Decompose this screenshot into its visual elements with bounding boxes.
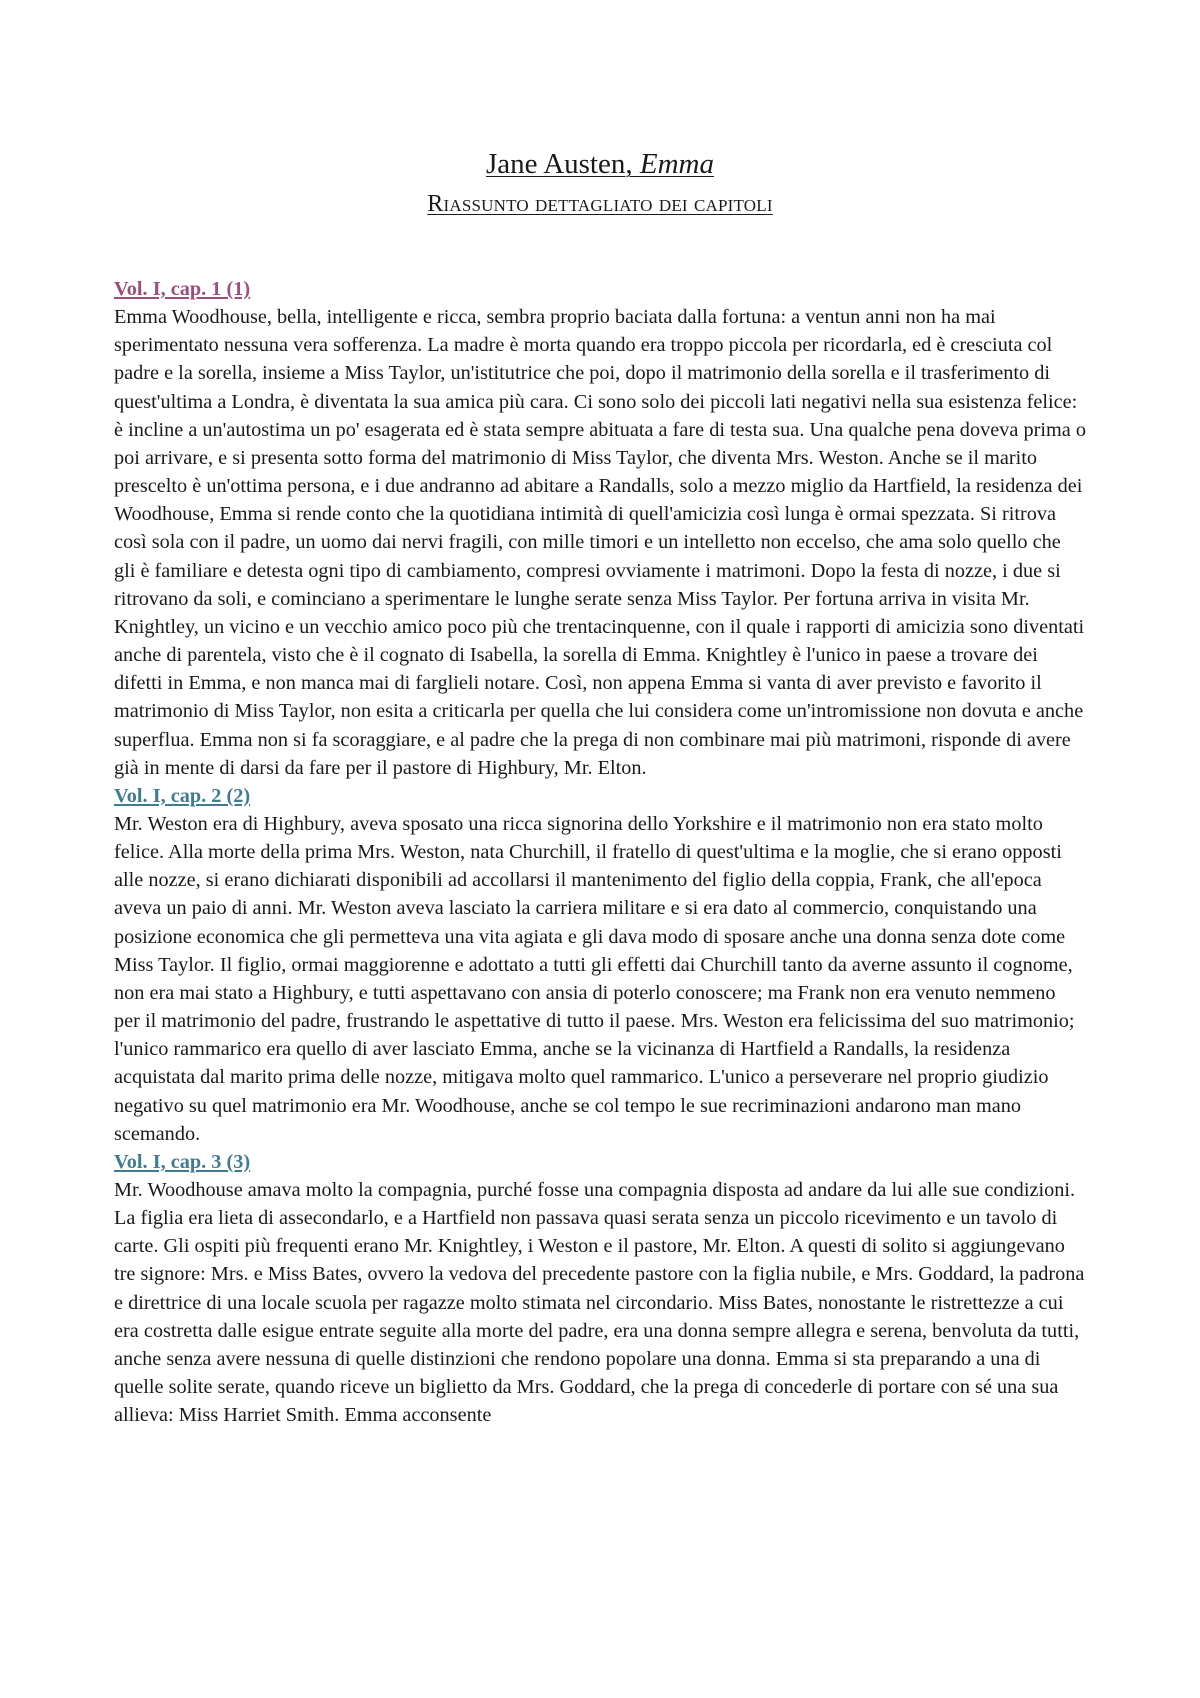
document-title	[0, 146, 1200, 182]
chapter-summary-text: Emma Woodhouse, bella, intelligente e ricca, sembra proprio baciata dalla fortuna: a ventun anni non ha mai sperimentato nessuna vera sofferenza. La madre è morta quando era troppo piccola per ricordarla, ed è cresciuta col padre e la sorella, insieme a Miss Taylor, un'istitutrice che poi, dopo il matrimonio della sorella e il trasferimento di quest'ultima a Londra, è diventata la sua amica più cara. Ci sono solo dei piccoli lati negativi nella sua esistenza felice: è incline a un'autostima un po' esagerata ed è stata sempre abituata a fare di testa sua. Una qualche pena doveva prima o poi arrivare, e si presenta sotto forma del matrimonio di Miss Taylor, che diventa Mrs. Weston. Anche se il marito prescelto è un'ottima persona, e i due andranno ad abitare a Randalls, solo a mezzo miglio da Hartfield, la residenza dei Woodhouse, Emma si rende conto che la quotidiana intimità di quell'amicizia così lunga è ormai spezzata. Si ritrova così sola con il padre, un uomo dai nervi fragili, con mille timori e un intelletto non eccelso, che ama solo quello che gli è familiare e detesta ogni tipo di cambiamento, compresi ovviamente i matrimoni. Dopo la festa di nozze, i due si ritrovano da soli, e cominciano a sperimentare le lunghe serate senza Miss Taylor. Per fortuna arriva in visita Mr. Knightley, un vicino e un vecchio amico poco più che trentacinquenne, con il quale i rapporti di amicizia sono diventati anche di parentela, visto che è il cognato di Isabella, la sorella di Emma. Knightley è l'unico in paese a trovare dei difetti in Emma, e non manca mai di farglieli notare. Così, non appena Emma si vanta di aver previsto e favorito il matrimonio di Miss Taylor, non esita a criticarla per quella che lui considera come un'intromissione non dovuta e anche superflua. Emma non si fa scoraggiare, e al padre che la prega di non combinare mai più matrimoni, risponde di avere già in mente di darsi da fare per il pastore di Highbury, Mr. Elton.	[114, 306, 1086, 779]
chapter-section-2	[114, 782, 1086, 1148]
title-work: Emma	[639, 148, 714, 180]
title-author: Jane Austen,	[486, 148, 640, 180]
chapter-heading-link[interactable]: Vol. I, cap. 3 (3)	[114, 1150, 251, 1173]
chapter-heading-link[interactable]: Vol. I, cap. 1 (1)	[114, 278, 251, 300]
chapter-section-1	[114, 275, 1086, 782]
document-subtitle: Riassunto dettagliato dei capitoli	[427, 191, 773, 217]
chapter-heading-link[interactable]: Vol. I, cap. 2 (2)	[114, 784, 251, 807]
document-body	[114, 275, 1086, 1429]
chapter-summary-text: Mr. Woodhouse amava molto la compagnia, purché fosse una compagnia disposta ad andare da lui alle sue condizioni. La figlia era lieta di assecondarlo, e a Hartfield non passava quasi serata senza un piccolo ricevimento e un tavolo di carte. Gli ospiti più frequenti erano Mr. Knightley, i Weston e il pastore, Mr. Elton. A questi di solito si aggiungevano tre signore: Mrs. e Miss Bates, ovvero la vedova del precedente pastore con la figlia nubile, e Mrs. Goddard, la padrona e direttrice di una locale scuola per ragazze molto stimata nel circondario. Miss Bates, nonostante le ristrettezze a cui era costretta dalle esigue entrate seguite alla morte del padre, era una donna sempre allegra e serena, benvoluta da tutti, anche senza avere nessuna di quelle distinzioni che rendono popolare una donna. Emma si sta preparando a una di quelle solite serate, quando riceve un biglietto da Mrs. Goddard, che la prega di concederle di portare con sé una sua allieva: Miss Harriet Smith. Emma acconsente	[114, 1179, 1085, 1427]
chapter-section-3	[114, 1148, 1086, 1430]
chapter-summary-text: Mr. Weston era di Highbury, aveva sposato una ricca signorina dello Yorkshire e il matrimonio non era stato molto felice. Alla morte della prima Mrs. Weston, nata Churchill, il fratello di quest'ultima e la moglie, che si erano opposti alle nozze, si erano dichiarati disponibili ad accollarsi il mantenimento del figlio della coppia, Frank, che all'epoca aveva un paio di anni. Mr. Weston aveva lasciato la carriera militare e si era dato al commercio, conquistando una posizione economica che gli permetteva una vita agiata e gli dava modo di sposare anche una donna senza dote come Miss Taylor. Il figlio, ormai maggiorenne e adottato a tutti gli effetti dai Churchill tanto da averne assunto il cognome, non era mai stato a Highbury, e tutti aspettavano con ansia di poterlo conoscere; ma Frank non era venuto nemmeno per il matrimonio del padre, frustrando le aspettative di tutto il paese. Mrs. Weston era felicissima del suo matrimonio; l'unico rammarico era quello di aver lasciato Emma, anche se la vicinanza di Hartfield a Randalls, la residenza acquistata dal marito prima delle nozze, mitigava molto quel rammarico. L'unico a perseverare nel proprio giudizio negativo su quel matrimonio era Mr. Woodhouse, anche se col tempo le sue recriminazioni andarono man mano scemando.	[114, 812, 1075, 1145]
